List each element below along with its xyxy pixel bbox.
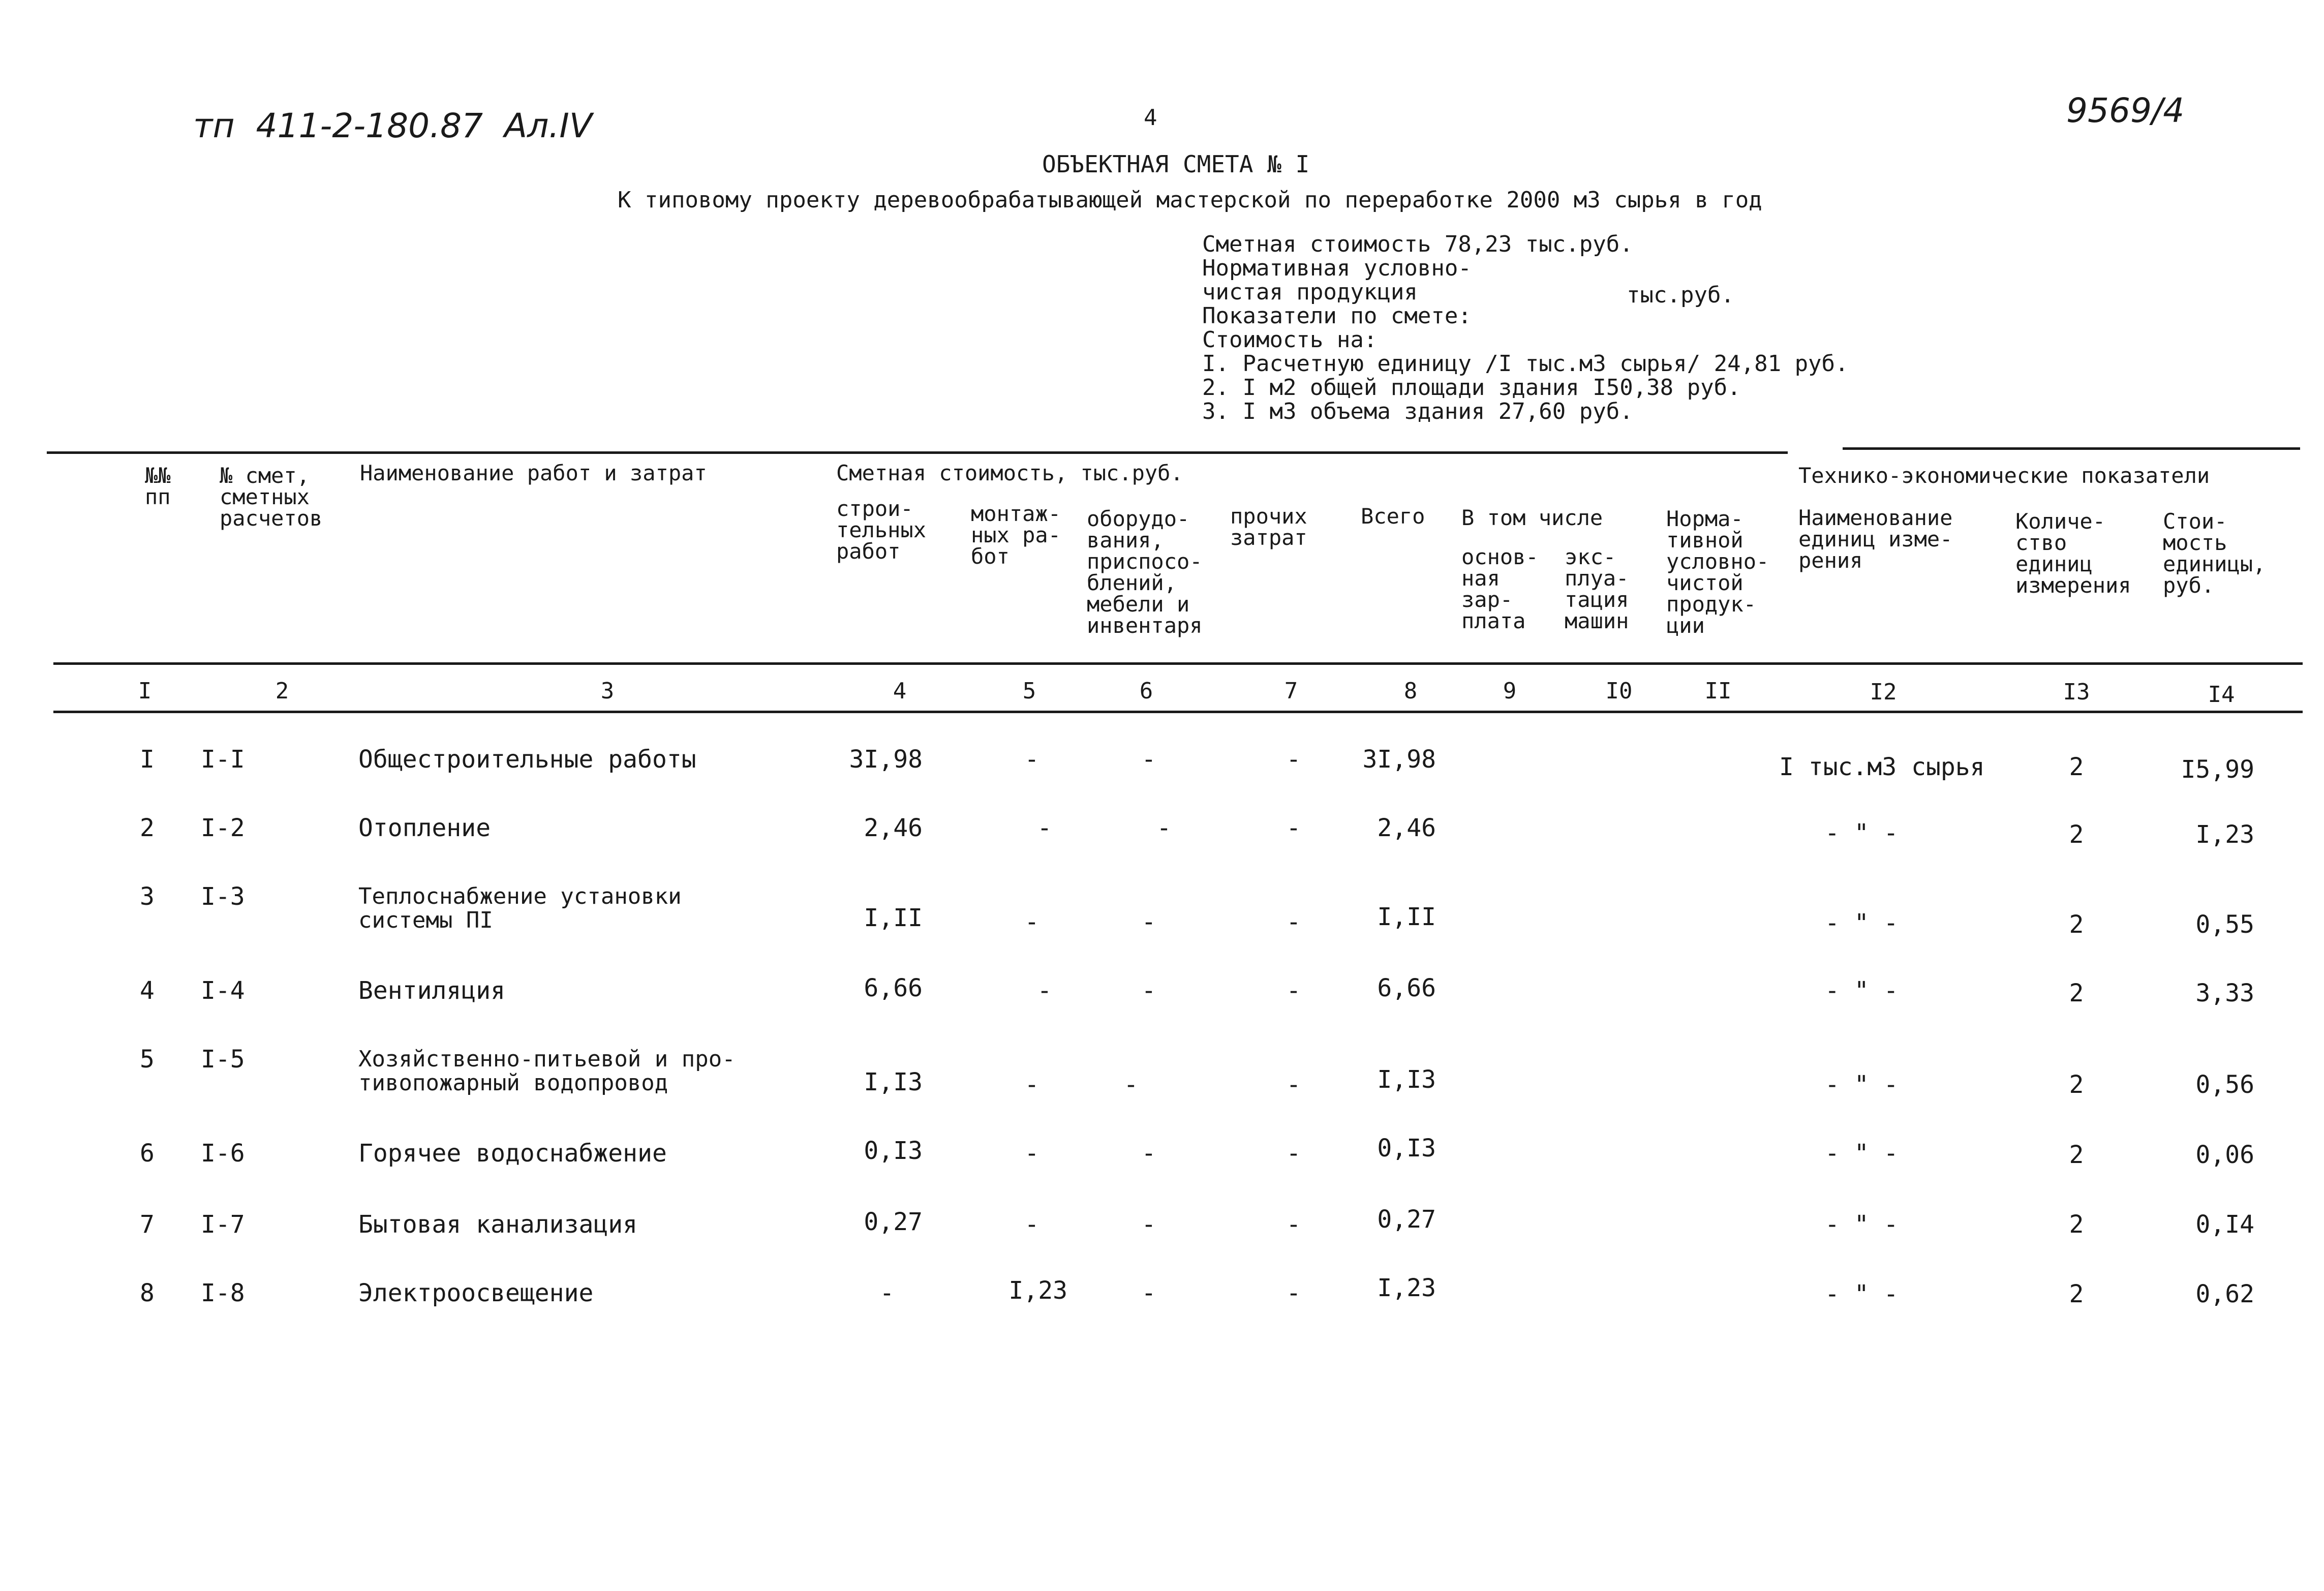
work-name: Электроосвещение — [358, 1279, 594, 1307]
header-normative-product: Норма- тивной условно- чистой продук- ции — [1666, 506, 1769, 638]
estimate-code: I-8 — [201, 1279, 245, 1307]
row-number: 5 — [140, 1045, 155, 1074]
total-cost: I,I3 — [1377, 1065, 1436, 1094]
equipment-cost: - — [1141, 976, 1156, 1005]
header-estimate-cost-group: Сметная стоимость, тыс.руб. — [836, 461, 1183, 485]
unit-name: - " - — [1825, 819, 1899, 847]
project-code: тп 411-2-180.87 Ал.IV — [193, 106, 592, 145]
equipment-cost: - — [1141, 745, 1156, 774]
document-title: ОБЪЕКТНАЯ СМЕТА № I — [1042, 150, 1310, 178]
unit-quantity: 2 — [2069, 979, 2084, 1007]
unit-cost: 0,62 — [2195, 1280, 2254, 1308]
unit-name: - " - — [1825, 1139, 1899, 1168]
unit-cost: I5,99 — [2181, 755, 2254, 784]
table-top-rule-right — [1843, 447, 2300, 450]
construction-cost: 0,27 — [864, 1208, 923, 1236]
construction-cost: 2,46 — [864, 814, 923, 842]
header-construction-works: строи- тельных работ — [836, 496, 927, 564]
equipment-cost: - — [1141, 1279, 1156, 1307]
other-cost: - — [1286, 1070, 1301, 1099]
header-estimate-number: № смет, сметных расчетов — [220, 463, 323, 531]
indicator-item-2: 2. I м2 общей площади здания I50,38 руб. — [1202, 375, 1741, 401]
other-cost: - — [1286, 745, 1301, 774]
unit-quantity: 2 — [2069, 1280, 2084, 1308]
unit-quantity: 2 — [2069, 820, 2084, 849]
total-cost: 0,I3 — [1377, 1134, 1436, 1162]
column-number: 9 — [1503, 678, 1517, 704]
table-top-rule-left — [47, 451, 1788, 454]
work-name: Горячее водоснабжение — [358, 1139, 667, 1168]
unit-quantity: 2 — [2069, 1070, 2084, 1099]
header-basic-wages: основ- ная зар- плата — [1461, 544, 1539, 633]
unit-name: - " - — [1825, 909, 1899, 937]
unit-cost: 3,33 — [2195, 979, 2254, 1007]
header-including-group: В том числе — [1461, 505, 1603, 530]
estimate-code: I-I — [201, 745, 245, 774]
column-number: I3 — [2063, 679, 2090, 705]
column-number: II — [1704, 678, 1732, 704]
total-cost: 0,27 — [1377, 1205, 1436, 1234]
column-number: 3 — [600, 678, 615, 704]
column-number: 8 — [1403, 678, 1418, 704]
assembly-cost: - — [1024, 908, 1039, 936]
total-cost: 2,46 — [1377, 814, 1436, 842]
assembly-cost: - — [1024, 1210, 1039, 1239]
total-cost: I,23 — [1377, 1274, 1436, 1302]
indicator-item-1: I. Расчетную единицу /I тыс.м3 сырья/ 24,81 руб. — [1202, 351, 1849, 377]
unit-name: I тыс.м3 сырья — [1779, 753, 1985, 781]
header-unit-name: Наименование единиц изме- рения — [1798, 505, 1953, 573]
column-number: 7 — [1284, 678, 1298, 704]
unit-quantity: 2 — [2069, 1141, 2084, 1169]
header-bottom-rule — [53, 662, 2303, 665]
header-tech-econ-group: Технико-экономические показатели — [1798, 463, 2210, 488]
column-number: I4 — [2208, 682, 2235, 708]
total-cost: I,II — [1377, 903, 1436, 931]
header-machine-operation: экс- плуа- тация машин — [1565, 544, 1629, 633]
construction-cost: 0,I3 — [864, 1137, 923, 1165]
estimate-code: I-3 — [201, 882, 245, 911]
column-number: 6 — [1139, 678, 1153, 704]
header-total: Всего — [1361, 504, 1425, 529]
column-number: I2 — [1870, 679, 1897, 705]
assembly-cost: - — [1037, 976, 1052, 1005]
column-number: I0 — [1605, 678, 1633, 704]
page-number: 4 — [1144, 105, 1157, 131]
unit-quantity: 2 — [2069, 1210, 2084, 1239]
equipment-cost: - — [1141, 1139, 1156, 1168]
unit-cost: I,23 — [2195, 820, 2254, 849]
header-row-number: №№ пп — [145, 463, 171, 509]
normative-product-label-1: Нормативная условно- — [1202, 255, 1472, 281]
assembly-cost: - — [1024, 1070, 1039, 1099]
total-cost: 6,66 — [1377, 974, 1436, 1002]
assembly-cost: - — [1024, 745, 1039, 774]
assembly-cost: - — [1037, 814, 1052, 842]
unit-name: - " - — [1825, 1070, 1899, 1099]
estimate-code: I-5 — [201, 1045, 245, 1074]
header-equipment: оборудо- вания, приспосо- блений, мебели и инвентаря — [1087, 506, 1203, 638]
equipment-cost: - — [1141, 1210, 1156, 1239]
total-cost: 3I,98 — [1362, 745, 1436, 774]
unit-cost: 0,56 — [2195, 1070, 2254, 1099]
other-cost: - — [1286, 814, 1301, 842]
unit-cost: 0,I4 — [2195, 1210, 2254, 1239]
row-number: 8 — [140, 1279, 155, 1307]
normative-product-label-2: чистая продукция — [1202, 279, 1418, 305]
construction-cost: I,II — [864, 904, 923, 932]
header-work-name: Наименование работ и затрат — [360, 461, 707, 485]
indicator-item-3: 3. I м3 объема здания 27,60 руб. — [1202, 399, 1633, 424]
header-assembly-works: монтаж- ных ра- бот — [971, 501, 1061, 569]
unit-name: - " - — [1825, 1280, 1899, 1308]
row-number: I — [140, 745, 155, 774]
unit-name: - " - — [1825, 976, 1899, 1005]
column-number: 4 — [893, 678, 907, 704]
column-numbers-rule — [53, 711, 2303, 713]
header-other-costs: прочих затрат — [1230, 504, 1307, 550]
equipment-cost: - — [1141, 908, 1156, 936]
estimate-code: I-7 — [201, 1210, 245, 1239]
row-number: 2 — [140, 814, 155, 842]
construction-cost: - — [879, 1279, 895, 1307]
sheet-number: 9569/4 — [2066, 91, 2185, 130]
estimate-cost: Сметная стоимость 78,23 тыс.руб. — [1202, 231, 1633, 257]
indicators-label: Показатели по смете: — [1202, 303, 1472, 329]
unit-quantity: 2 — [2069, 910, 2084, 939]
unit-name: - " - — [1825, 1210, 1899, 1239]
work-name: Хозяйственно-питьевой и про- тивопожарный водопровод — [358, 1046, 736, 1096]
normative-product-unit: тыс.руб. — [1627, 282, 1734, 308]
unit-quantity: 2 — [2069, 753, 2084, 781]
estimate-code: I-2 — [201, 814, 245, 842]
construction-cost: 3I,98 — [849, 745, 923, 774]
other-cost: - — [1286, 1210, 1301, 1239]
assembly-cost: I,23 — [1008, 1276, 1067, 1305]
work-name: Вентиляция — [358, 976, 505, 1005]
other-cost: - — [1286, 1279, 1301, 1307]
work-name: Бытовая канализация — [358, 1210, 638, 1239]
assembly-cost: - — [1024, 1139, 1039, 1168]
row-number: 6 — [140, 1139, 155, 1168]
document-subtitle: К типовому проекту деревообрабатывающей мастерской по переработке 2000 м3 сырья в год — [618, 187, 1762, 213]
column-number: 2 — [275, 678, 289, 704]
equipment-cost: - — [1123, 1070, 1139, 1099]
row-number: 4 — [140, 976, 155, 1005]
column-number: 5 — [1022, 678, 1036, 704]
unit-cost: 0,55 — [2195, 910, 2254, 939]
row-number: 7 — [140, 1210, 155, 1239]
unit-cost: 0,06 — [2195, 1141, 2254, 1169]
work-name: Теплоснабжение установки системы ПI — [358, 883, 682, 933]
estimate-code: I-4 — [201, 976, 245, 1005]
other-cost: - — [1286, 1139, 1301, 1168]
header-unit-cost: Стои- мость единицы, руб. — [2163, 509, 2266, 598]
column-number: I — [138, 678, 152, 704]
work-name: Общестроительные работы — [358, 745, 696, 774]
equipment-cost: - — [1156, 814, 1172, 842]
row-number: 3 — [140, 882, 155, 911]
work-name: Отопление — [358, 814, 491, 842]
header-unit-quantity: Количе- ство единиц измерения — [2015, 509, 2131, 598]
construction-cost: I,I3 — [864, 1068, 923, 1096]
estimate-code: I-6 — [201, 1139, 245, 1168]
construction-cost: 6,66 — [864, 974, 923, 1002]
other-cost: - — [1286, 908, 1301, 936]
cost-on-label: Стоимость на: — [1202, 327, 1378, 353]
other-cost: - — [1286, 976, 1301, 1005]
